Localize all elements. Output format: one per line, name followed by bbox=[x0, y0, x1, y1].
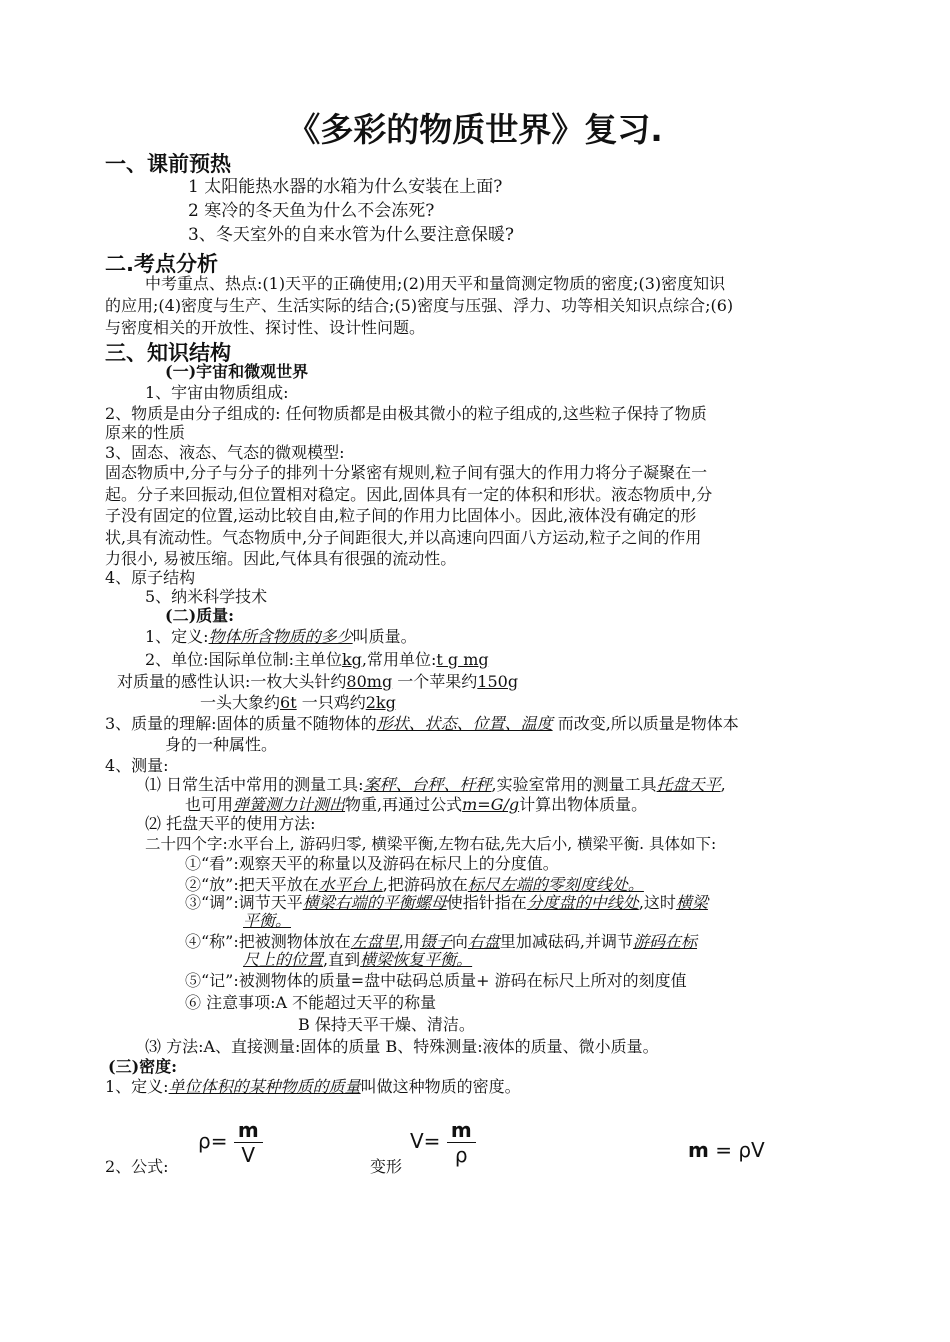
step-look: ①“看”:观察天平的称量以及游码在标尺上的分度值。 bbox=[185, 854, 559, 873]
mass-definition: 1、定义:物体所含物质的多少叫质量。 bbox=[145, 627, 417, 646]
text-line: 二十四个字:水平台上, 游码归零, 横梁平衡,左物右砝,先大后小, 横梁平衡. 具体如下: bbox=[145, 835, 717, 853]
measure-tools-2: 也可用弹簧测力计测出物重,再通过公式m=G/g计算出物体质量。 bbox=[185, 795, 648, 814]
text-line: 起。分子来回振动,但位置相对稳定。因此,固体具有一定的体积和形状。液态物质中,分 bbox=[105, 485, 713, 504]
text-line: 平衡。 bbox=[243, 911, 292, 930]
analysis-line-3: 与密度相关的开放性、探讨性、设计性问题。 bbox=[105, 318, 426, 337]
step-record: ⑤“记”:被测物体的质量=盘中砝码总质量+ 游码在标尺上所对的刻度值 bbox=[185, 971, 687, 990]
text-line: 状,具有流动性。气态物质中,分子间距很大,并以高速向四面八方运动,粒子之间的作用 bbox=[105, 528, 702, 547]
text-line: 5、纳米科学技术 bbox=[145, 587, 268, 606]
text-line: 子没有固定的位置,运动比较自由,粒子间的作用力比固体小。因此,液体没有确定的形 bbox=[105, 506, 697, 525]
text-line: 固态物质中,分子与分子的排列十分紧密有规则,粒子间有强大的作用力将分子凝聚在一 bbox=[105, 463, 708, 482]
question-3: 3、冬天室外的自来水管为什么要注意保暖? bbox=[188, 225, 514, 245]
step-notes-b: B 保持天平干燥、清洁。 bbox=[298, 1015, 475, 1034]
text-line: 力很小, 易被压缩。因此,气体具有很强的流动性。 bbox=[105, 549, 457, 568]
step-adjust: ③“调”:调节天平横梁右端的平衡螺母使指针指在分度盘的中线处,这时横梁 bbox=[185, 893, 708, 912]
text-line: 1、宇宙由物质组成: bbox=[145, 383, 289, 402]
mass-understanding: 3、质量的理解:固体的质量不随物体的形状、状态、位置、温度 而改变,所以质量是物体本 bbox=[105, 714, 739, 733]
formula-volume: V= $\frac{m}{\rho}$ bbox=[410, 1118, 476, 1167]
question-1: 1 太阳能热水器的水箱为什么安装在上面? bbox=[188, 177, 503, 197]
question-2: 2 寒冷的冬天鱼为什么不会冻死? bbox=[188, 201, 435, 221]
text-line: 4、测量: bbox=[105, 756, 169, 775]
subheading-density: (三)密度: bbox=[108, 1057, 178, 1076]
formula-mass: m = ρV bbox=[688, 1138, 765, 1162]
subheading-mass: (二)质量: bbox=[165, 606, 235, 625]
transform-label: 变形 bbox=[370, 1157, 403, 1176]
density-definition: 1、定义:单位体积的某种物质的质量叫做这种物质的密度。 bbox=[105, 1077, 521, 1096]
text-line: 4、原子结构 bbox=[105, 568, 196, 587]
text-line: ⑵ 托盘天平的使用方法: bbox=[145, 814, 316, 833]
step-notes: ⑥ 注意事项:A 不能超过天平的称量 bbox=[185, 993, 437, 1012]
heading-structure: 三、知识结构 bbox=[105, 341, 231, 365]
measure-methods: ⑶ 方法:A、直接测量:固体的质量 B、特殊测量:液体的质量、微小质量。 bbox=[145, 1037, 659, 1056]
step-weigh: ④“称”:把被测物体放在左盘里,用镊子向右盘里加减砝码,并调节游码在标 bbox=[185, 932, 698, 951]
heading-preview: 一、课前预热 bbox=[105, 152, 231, 176]
subheading-universe: (一)宇宙和微观世界 bbox=[165, 362, 309, 381]
mass-unit: 2、单位:国际单位制:主单位kg,常用单位:t g mg bbox=[145, 650, 489, 669]
mass-perception-2: 一头大象约6t 一只鸡约2kg bbox=[200, 693, 396, 712]
step-place: ②“放”:把天平放在水平台上,把游码放在标尺左端的零刻度线处。 bbox=[185, 875, 644, 894]
text-line: 身的一种属性。 bbox=[165, 735, 278, 754]
measure-tools-1: ⑴ 日常生活中常用的测量工具:案秤、台秤、杆秤,实验室常用的测量工具托盘天平, bbox=[145, 775, 726, 794]
analysis-line-2: 的应用;(4)密度与生产、生活实际的结合;(5)密度与压强、浮力、功等相关知识点综合;(6) bbox=[105, 296, 734, 315]
text-line: 2、物质是由分子组成的: 任何物质都是由极其微小的粒子组成的,这些粒子保持了物质 bbox=[105, 404, 707, 423]
step-weigh-cont: 尺上的位置,直到横梁恢复平衡。 bbox=[243, 950, 473, 969]
page-title: 《多彩的物质世界》复习. bbox=[287, 110, 663, 149]
formula-density: ρ= $\frac{m}{V}$ bbox=[198, 1118, 263, 1167]
text-line: 原来的性质 bbox=[105, 423, 186, 442]
formula-label: 2、公式: bbox=[105, 1157, 169, 1176]
mass-perception-1: 对质量的感性认识:一枚大头针约80mg 一个苹果约150g bbox=[117, 672, 519, 691]
text-line: 3、固态、液态、气态的微观模型: bbox=[105, 443, 345, 462]
analysis-line-1: 中考重点、热点:(1)天平的正确使用;(2)用天平和量筒测定物质的密度;(3)密度知识 bbox=[145, 274, 726, 293]
heading-analysis: 二.考点分析 bbox=[105, 252, 218, 276]
